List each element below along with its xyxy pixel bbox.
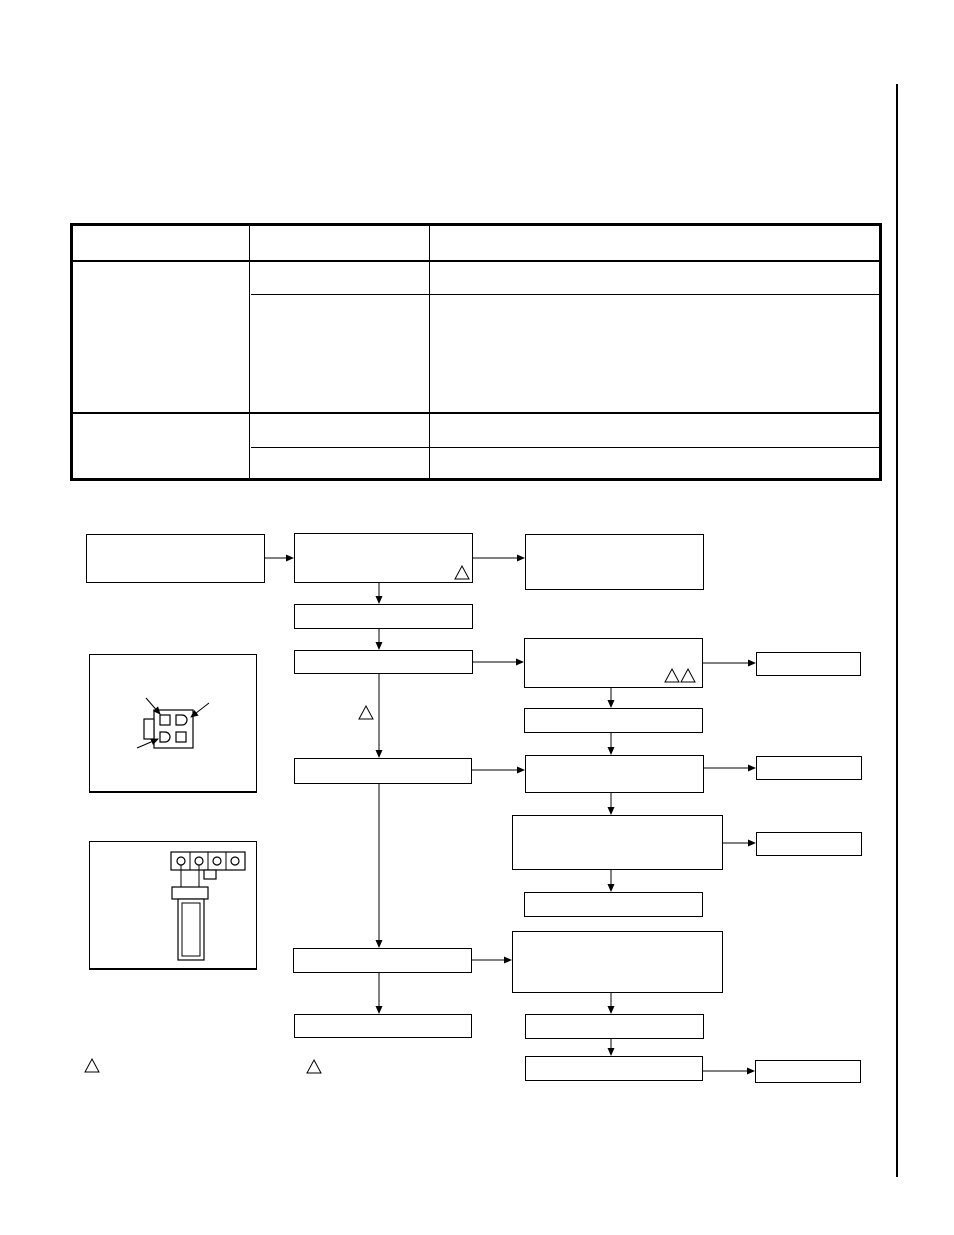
flow-box-step4-check-result — [757, 833, 862, 856]
flow-box-step5-yes-next — [526, 1015, 704, 1039]
flow-box-step3-yes-result — [757, 653, 861, 676]
flow-box-step5-yes-result — [756, 1061, 861, 1083]
flow-box-step4-yes — [526, 756, 704, 793]
flow-box-step5-yes — [513, 932, 723, 993]
flow-box-step1 — [295, 534, 473, 583]
flow-box-step3 — [295, 651, 473, 674]
warning-triangle-icon — [307, 1060, 321, 1073]
flow-box-step4-yes-result — [757, 757, 862, 780]
footnote-right — [307, 1060, 321, 1073]
flow-box-step1-yes — [526, 535, 704, 590]
probe-photo-panel — [89, 842, 257, 970]
flow-box-step5-yes-last — [526, 1057, 703, 1081]
flow-box-step3-yes — [525, 639, 703, 688]
warning-triangle-icon — [359, 706, 373, 719]
flow-box-step5 — [294, 949, 472, 973]
warning-triangle-icon — [85, 1059, 99, 1072]
flow-arrows — [265, 558, 755, 1071]
connector-photo-panel — [89, 655, 257, 793]
flow-box-step5-no — [295, 1015, 472, 1038]
flow-box-start — [87, 535, 265, 583]
flow-box-step3-yes-next — [525, 709, 703, 733]
flow-box-step4-check — [513, 816, 723, 870]
flow-box-step2 — [295, 605, 473, 629]
flow-box-step4 — [295, 759, 472, 784]
footnote-left — [85, 1059, 99, 1072]
flow-box-step4-next — [525, 893, 703, 917]
